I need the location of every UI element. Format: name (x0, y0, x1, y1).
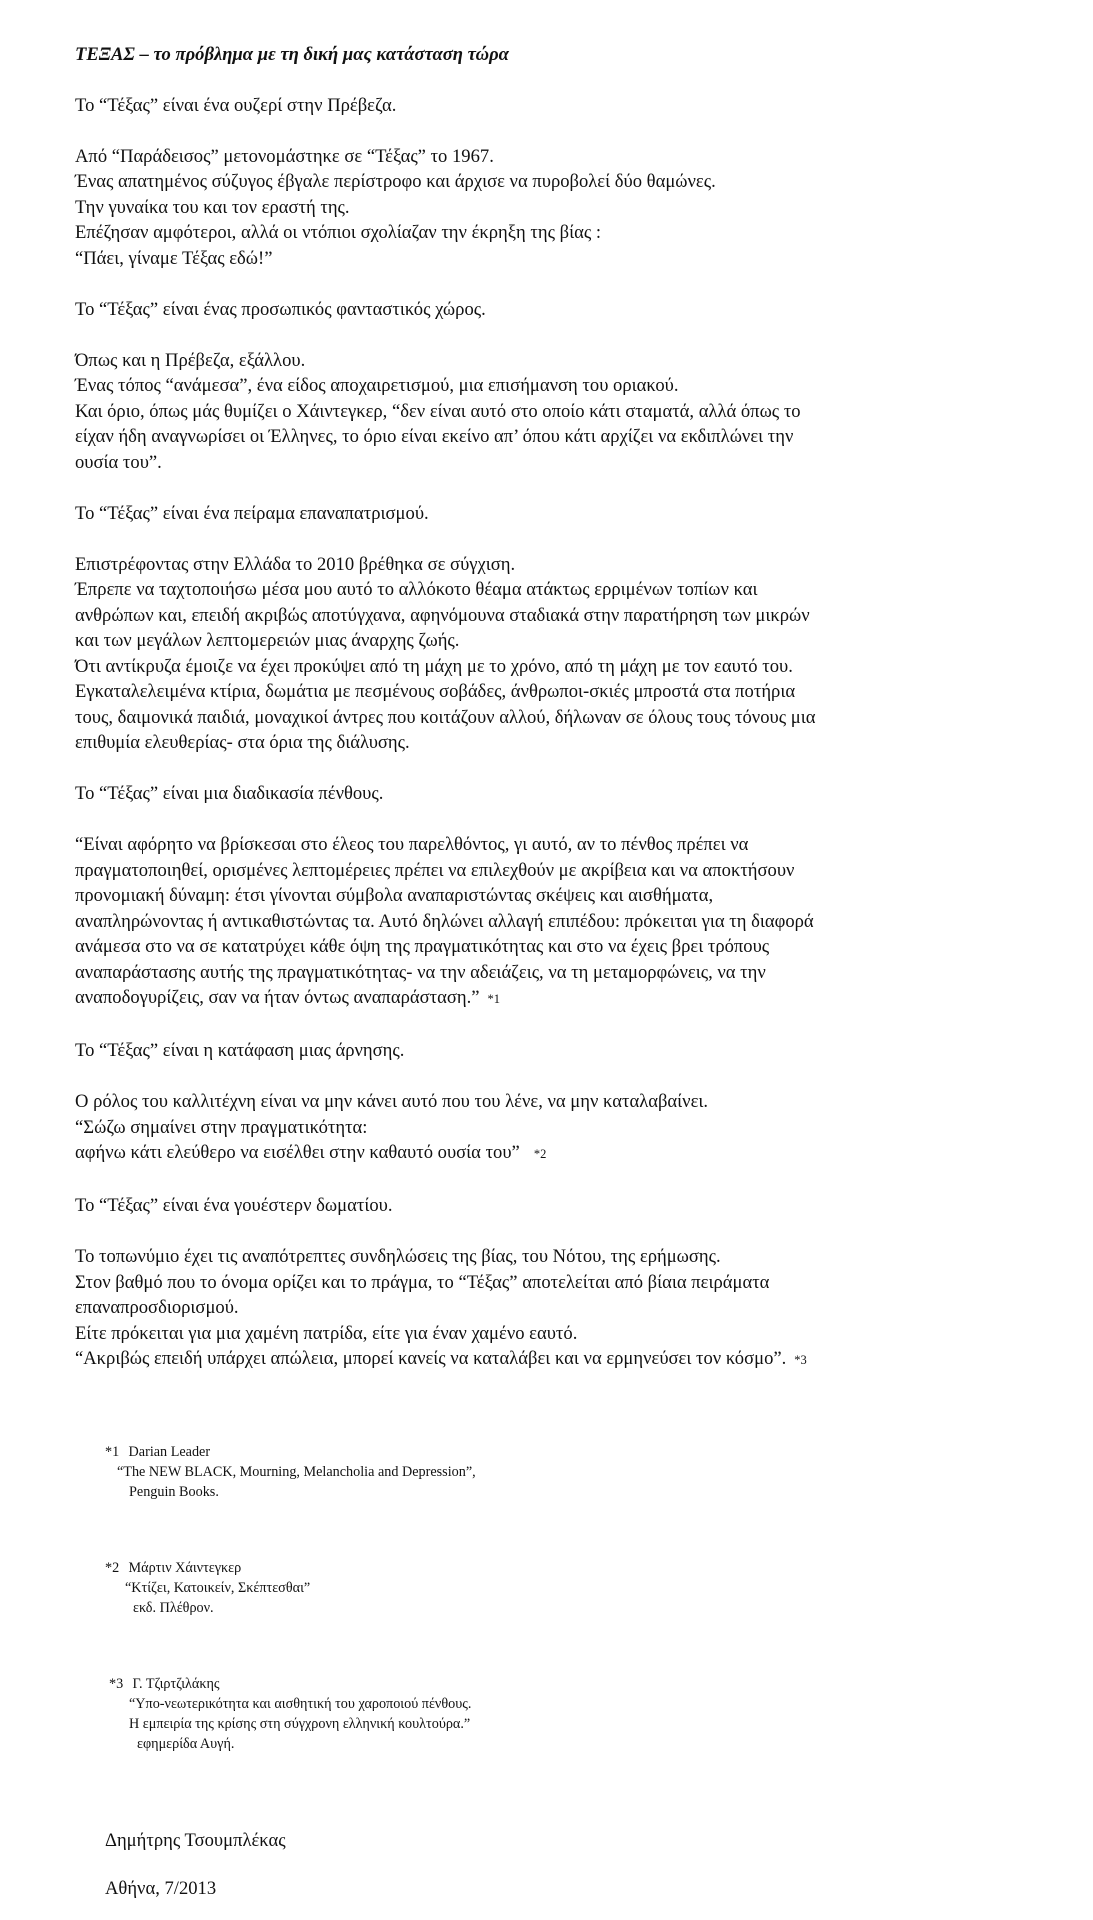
text-line: Ένας απατημένος σύζυγος έβγαλε περίστροφο και άρχισε να πυροβολεί δύο θαμώνες. (75, 171, 716, 192)
text-line: Ο ρόλος του καλλιτέχνη είναι να μην κάνει αυτό που του λένε, να μην καταλαβαίνει. (75, 1091, 709, 1112)
text-line: Το “Τέξας” είναι η κατάφαση μιας άρνησης. (75, 1040, 405, 1061)
footnote-3 (105, 1674, 705, 1754)
paragraph (75, 1089, 975, 1168)
footnote-1 (105, 1442, 705, 1502)
text-line: Εγκαταλελειμένα κτίρια, δωμάτια με πεσμένους σοβάδες, άνθρωποι-σκιές μπροστά στα ποτήρια (75, 681, 796, 702)
text-line: Το “Τέξας” είναι μια διαδικασία πένθους. (75, 783, 384, 804)
text-line: Ένας τόπος “ανάμεσα”, ένα είδος αποχαιρετισμού, μια επισήμανση του οριακού. (75, 375, 679, 396)
text-segment: “Ακριβώς επειδή υπάρχει απώλεια, μπορεί κανείς να καταλάβει και να ερμηνεύσει τον κόσμο”. (75, 1348, 787, 1369)
footnote-number: *3 (109, 1676, 124, 1692)
paragraph (75, 348, 975, 476)
place-date: Αθήνα, 7/2013 (105, 1878, 217, 1899)
paragraph (75, 1038, 975, 1064)
footnote-work: “Υπο-νεωτερικότητα και αισθητική του χαροποιού πένθους. (129, 1696, 472, 1712)
text-line: τους, δαιμονικά παιδιά, μοναχικοί άντρες που κοιτάζουν αλλού, δήλωναν σε όλους τους τόνους μια (75, 706, 816, 728)
paragraph (75, 297, 975, 323)
text-line: Ότι αντίκρυζα έμοιζε να έχει προκύψει από τη μάχη με το χρόνο, από τη μάχη με τον εαυτό του. (75, 655, 793, 677)
text-line: επαναπροσδιορισμού. (75, 1297, 239, 1318)
footnote-number: *1 (105, 1444, 120, 1460)
footnote-ref-1: *1 (487, 992, 500, 1006)
text-line: και των μεγάλων λεπτομερειών μιας άναρχης ζωής. (75, 630, 460, 651)
footnote-author: Μάρτιν Χάιντεγκερ (128, 1560, 242, 1576)
text-line: ανάμεσα στο να σε κατατρύχει κάθε όψη της πραγματικότητας και στο να έχεις βρει τρόπους (75, 936, 770, 957)
author-signature: Δημήτρης Τσουμπλέκας (105, 1830, 286, 1851)
text-line: Το “Τέξας” είναι ένα πείραμα επαναπατρισμού. (75, 502, 429, 524)
footnote-ref-3: *3 (794, 1353, 807, 1367)
footnote-work: “The NEW BLACK, Mourning, Melancholia and Depression”, (117, 1464, 476, 1480)
text-line: Επιστρέφοντας στην Ελλάδα το 2010 βρέθηκα σε σύγχιση. (75, 553, 516, 575)
paragraph (75, 1193, 975, 1219)
text-line (75, 985, 975, 1013)
text-segment: αναποδογυρίζεις, σαν να ήταν όντως αναπαράσταση.” (75, 987, 480, 1008)
text-line: Στον βαθμό που το όνομα ορίζει και το πράγμα, το “Τέξας” αποτελείται από βίαια πειράματα (75, 1271, 770, 1293)
footnote-publisher: Penguin Books. (129, 1484, 219, 1500)
quote-paragraph (75, 832, 975, 1013)
text-line: Το “Τέξας” είναι ένα ουζερί στην Πρέβεζα. (75, 94, 397, 116)
footnote-work-continued: Η εμπειρία της κρίσης στη σύγχρονη ελληνική κουλτούρα.” (129, 1716, 471, 1732)
text-line: αναπαράστασης αυτής της πραγματικότητας- να την αδειάζεις, να τη μεταμορφώνεις, να την (75, 961, 766, 983)
paragraph (75, 1244, 975, 1374)
paragraph (75, 552, 975, 756)
footnote-publisher: εκδ. Πλέθρον. (133, 1600, 214, 1616)
text-line: προνομιακή δύναμη: έτσι γίνονται σύμβολα αναπαριστώντας σκέψεις και αισθήματα, (75, 885, 714, 906)
paragraph (75, 144, 975, 272)
paragraph (75, 781, 975, 807)
text-line: Το “Τέξας” είναι ένας προσωπικός φανταστικός χώρος. (75, 298, 486, 320)
text-line: Και όριο, όπως μάς θυμίζει ο Χάιντεγκερ, “δεν είναι αυτό στο οποίο κάτι σταματά, αλλά όπως το (75, 400, 801, 422)
text-line (75, 1346, 975, 1374)
text-line: Όπως και η Πρέβεζα, εξάλλου. (75, 349, 306, 371)
footnote-ref-2: *2 (533, 1147, 547, 1161)
text-line: Έπρεπε να ταχτοποιήσω μέσα μου αυτό το αλλόκοτο θέαμα ατάκτως ερριμένων τοπίων και (75, 579, 758, 600)
text-line: “Πάει, γίναμε Τέξας εδώ!” (75, 247, 273, 269)
text-line: αναπληρώνοντας ή αντικαθιστώντας τα. Αυτό δηλώνει αλλαγή επιπέδου: πρόκειται για τη διαφορά (75, 910, 814, 932)
text-line: Το τοπωνύμιο έχει τις αναπότρεπτες συνδηλώσεις της βίας, του Νότου, της ερήμωσης. (75, 1246, 721, 1267)
text-line: Επέζησαν αμφότεροι, αλλά οι ντόπιοι σχολίαζαν την έκρηξη της βίας : (75, 222, 602, 243)
text-line: “Είναι αφόρητο να βρίσκεσαι στο έλεος του παρελθόντος, γι αυτό, αν το πένθος πρέπει να (75, 834, 749, 855)
text-line: επιθυμία ελευθερίας- στα όρια της διάλυσης. (75, 732, 410, 753)
text-line: “Σώζω σημαίνει στην πραγματικότητα: (75, 1116, 368, 1138)
text-line: ουσία του”. (75, 451, 162, 473)
paragraph (75, 93, 975, 119)
text-line: πραγματοποιηθεί, ορισμένες λεπτομέρειες πρέπει να επιλεχθούν με ακρίβεια και να αποκτήσουν (75, 859, 795, 881)
footnotes (105, 1442, 705, 1810)
text-line: Την γυναίκα του και τον εραστή της. (75, 196, 350, 218)
text-line: ανθρώπων και, επειδή ακριβώς αποτύγχανα, αφηνόμουνα σταδιακά στην παρατήρηση των μικρών (75, 604, 810, 626)
footnote-number: *2 (105, 1560, 120, 1576)
paragraph (75, 501, 975, 527)
text-line: Το “Τέξας” είναι ένα γουέστερν δωματίου. (75, 1195, 393, 1216)
footnote-publisher: εφημερίδα Αυγή. (137, 1736, 235, 1752)
footnote-work: “Κτίζει, Κατοικείν, Σκέπτεσθαι” (125, 1580, 311, 1596)
text-line (75, 1140, 975, 1168)
text-segment: αφήνω κάτι ελεύθερο να εισέλθει στην καθαυτό ουσία του” (75, 1142, 520, 1163)
text-line: είχαν ήδη αναγνωρίσει οι Έλληνες, το όριο είναι εκείνο απ’ όπου κάτι αρχίζει να εκδιπλώνει την (75, 426, 794, 447)
text-line: Από “Παράδεισος” μετονομάστηκε σε “Τέξας” το 1967. (75, 145, 494, 167)
text-line: Είτε πρόκειται για μια χαμένη πατρίδα, είτε για έναν χαμένο εαυτό. (75, 1322, 578, 1344)
document-title: ΤΕΞΑΣ – το πρόβλημα με τη δική μας κατάσταση τώρα (75, 44, 509, 65)
essay-body (75, 42, 975, 1399)
footnote-author: Darian Leader (128, 1444, 211, 1460)
footnote-author: Γ. Τζιρτζιλάκης (132, 1676, 220, 1692)
footnote-2 (105, 1558, 705, 1618)
